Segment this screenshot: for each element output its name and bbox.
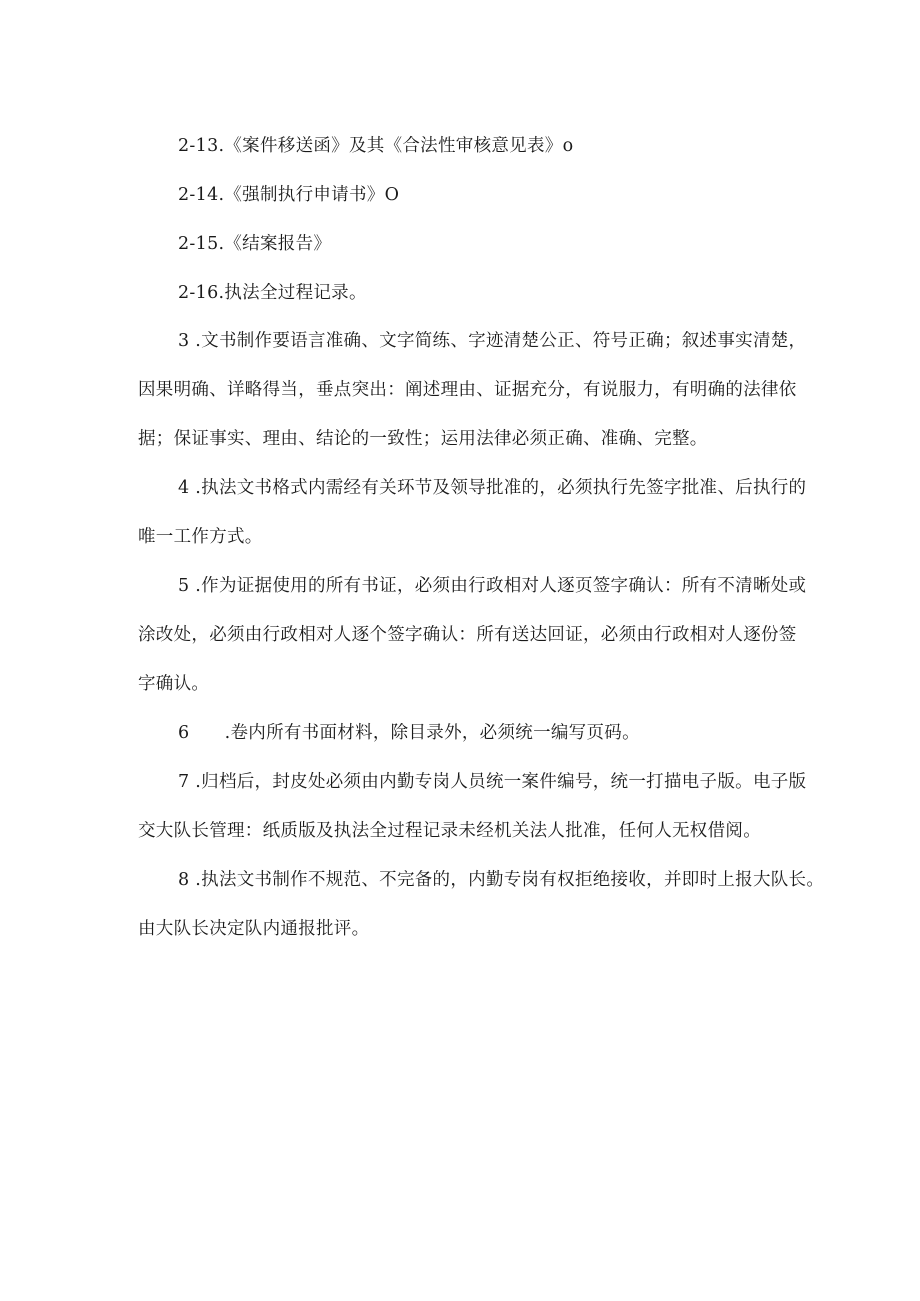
paragraph-line: 5 .作为证据使用的所有书证，必须由行政相对人逐页签字确认：所有不清晰处或 [178, 576, 807, 596]
paragraph-line: 据；保证事实、理由、结论的一致性；运用法律必须正确、准确、完整。 [138, 429, 708, 449]
paragraph-line: 6 .卷内所有书面材料，除目录外，必须统一编写页码。 [178, 723, 640, 743]
paragraph-5 [138, 562, 838, 709]
paragraph-line: 字确认。 [138, 674, 210, 694]
paragraph-line: 4 .执法文书格式内需经有关环节及领导批准的，必须执行先签字批准、后执行的 [178, 478, 807, 498]
paragraph-line: 8 .执法文书制作不规范、不完备的，内勤专岗有权拒绝接收，并即时上报大队长。 [178, 870, 825, 890]
paragraph-7 [138, 758, 838, 856]
list-item: 2-14.《强制执行申请书》O [178, 185, 400, 205]
paragraph-6 [138, 709, 838, 758]
paragraph-line: 唯一工作方式。 [138, 527, 263, 547]
paragraph-line: 交大队长管理：纸质版及执法全过程记录未经机关法人批准，任何人无权借阅。 [138, 821, 761, 841]
paragraph-line: 因果明确、详略得当，垂点突出：阐述理由、证据充分，有说服力，有明确的法律依 [138, 380, 797, 400]
list-item: 2-16.执法全过程记录。 [178, 283, 367, 303]
paragraph-8 [138, 856, 838, 954]
paragraph-4 [138, 464, 838, 562]
paragraph-line: 7 .归档后，封皮处必须由内勤专岗人员统一案件编号，统一打描电子版。电子版 [178, 772, 807, 792]
paragraph-line: 由大队长决定队内通报批评。 [138, 919, 370, 939]
paragraph-line: 3 .文书制作要语言准确、文字简练、字迹清楚公正、符号正确；叙述事实清楚， [178, 331, 807, 351]
paragraph-line: 涂改处，必须由行政相对人逐个签字确认：所有送达回证，必须由行政相对人逐份签 [138, 625, 797, 645]
list-item: 2-13.《案件移送函》及其《合法性审核意见表》o [178, 136, 574, 156]
list-item: 2-15.《结案报告》 [178, 234, 332, 254]
paragraph-3 [138, 317, 838, 464]
